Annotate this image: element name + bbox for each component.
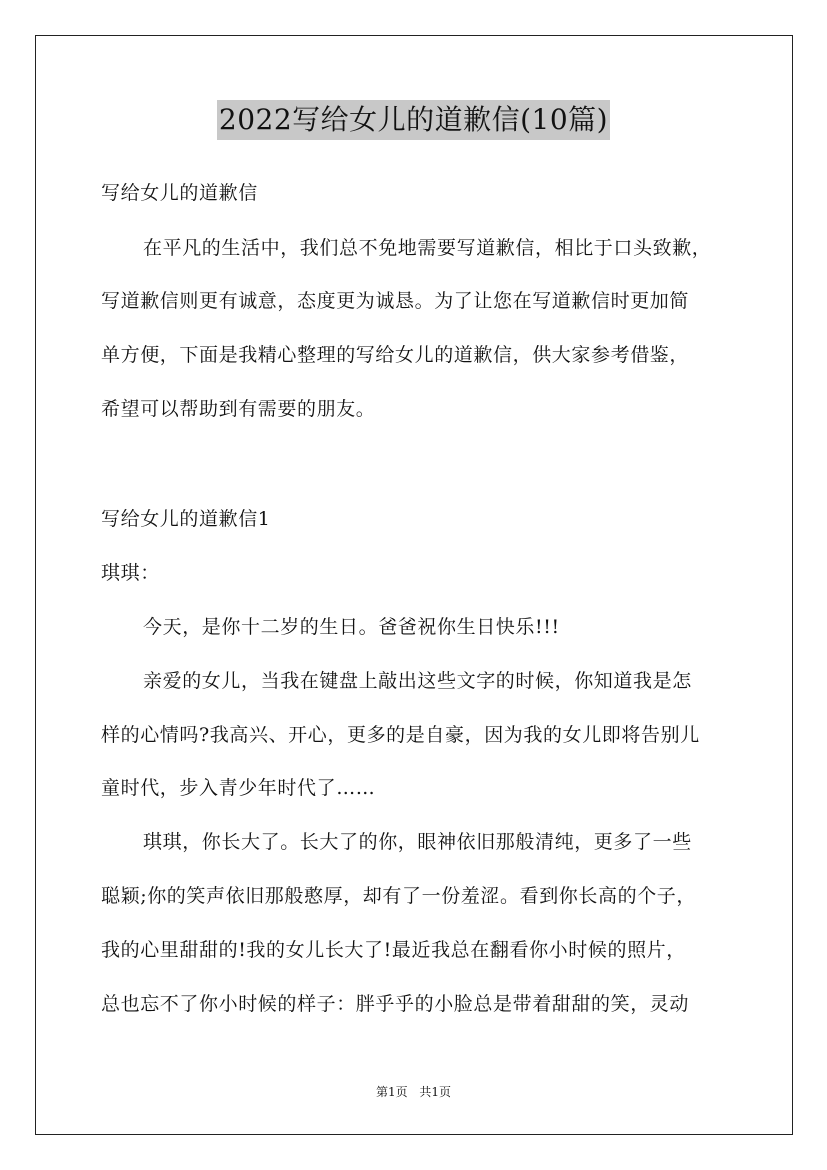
paragraph-line: 写道歉信则更有诚意，态度更为诚恳。为了让您在写道歉信时更加简 <box>101 290 690 312</box>
document-title: 2022写给女儿的道歉信(10篇) <box>217 100 610 140</box>
page-footer <box>0 1084 827 1100</box>
paragraph-line: 在平凡的生活中，我们总不免地需要写道歉信，相比于口头致歉， <box>143 237 712 259</box>
paragraph-line: 今天，是你十二岁的生日。爸爸祝你生日快乐!!! <box>143 616 560 638</box>
title-container <box>0 100 827 140</box>
section-heading: 写给女儿的道歉信1 <box>101 508 271 530</box>
salutation: 琪琪： <box>101 562 160 584</box>
page-total: 共1页 <box>419 1085 452 1099</box>
page-number: 第1页 <box>375 1085 408 1099</box>
paragraph-line: 亲爱的女儿，当我在键盘上敲出这些文字的时候，你知道我是怎 <box>143 670 692 692</box>
paragraph-line: 样的心情吗?我高兴、开心，更多的是自豪，因为我的女儿即将告别儿 <box>101 724 700 746</box>
paragraph-line: 聪颖;你的笑声依旧那般憨厚，却有了一份羞涩。看到你长高的个子， <box>101 885 697 907</box>
paragraph-line: 琪琪，你长大了。长大了的你，眼神依旧那般清纯，更多了一些 <box>143 831 692 853</box>
paragraph-line: 总也忘不了你小时候的样子：胖乎乎的小脸总是带着甜甜的笑，灵动 <box>101 993 690 1015</box>
paragraph-line: 希望可以帮助到有需要的朋友。 <box>101 398 376 420</box>
paragraph-line: 我的心里甜甜的!我的女儿长大了!最近我总在翻看你小时候的照片， <box>101 939 686 961</box>
paragraph-line: 单方便，下面是我精心整理的写给女儿的道歉信，供大家参考借鉴， <box>101 344 690 366</box>
section-heading: 写给女儿的道歉信 <box>101 182 258 204</box>
paragraph-line: 童时代，步入青少年时代了…… <box>101 777 376 799</box>
